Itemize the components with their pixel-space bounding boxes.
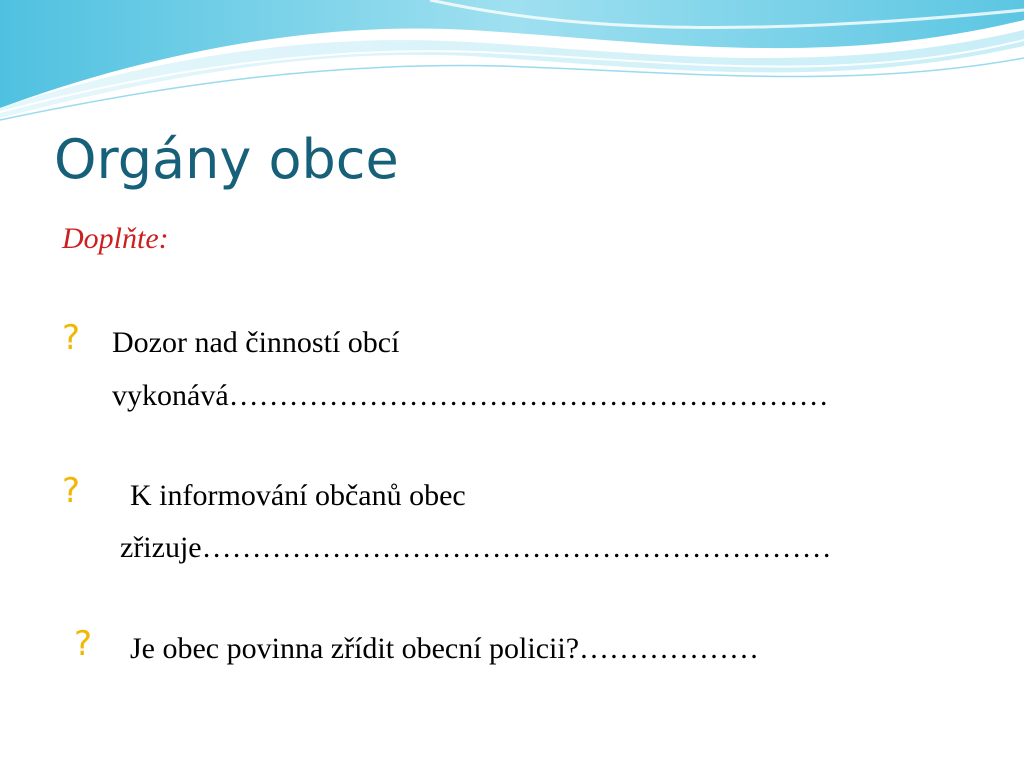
question-mark-icon: ? [62,471,81,511]
instruction-label: Doplňte: [62,222,169,255]
item-2-line-2: zřizuje……………………………………………………… [120,531,832,564]
question-mark-icon: ? [62,318,81,358]
header-wave-decoration [0,0,1024,130]
slide-title: Orgány obce [54,128,399,191]
item-1-line-2: vykonává…………………………………………………… [112,379,829,412]
item-1-line-1: Dozor nad činností obcí [112,326,400,359]
question-mark-icon: ? [74,624,93,664]
item-3-line-1: Je obec povinna zřídit obecní policii?……………… [130,632,760,665]
item-2-line-1: K informování občanů obec [130,479,466,512]
